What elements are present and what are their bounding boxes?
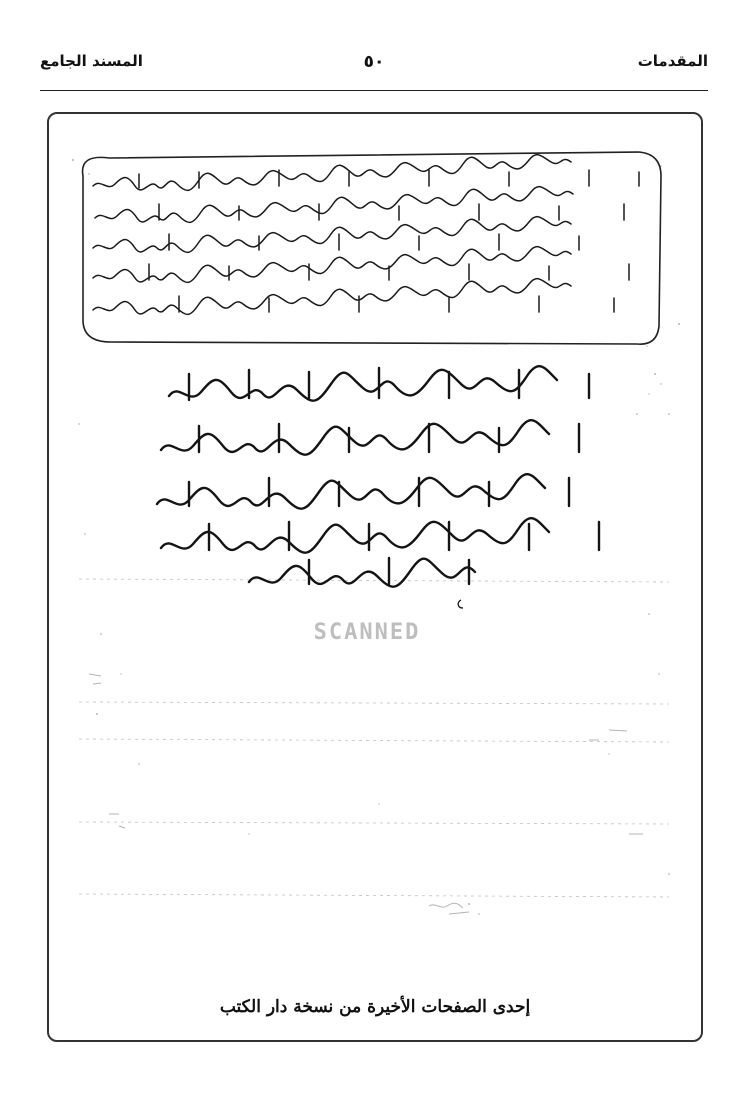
scanned-stamp: SCANNED bbox=[313, 620, 421, 645]
book-title: المسند الجامع bbox=[40, 52, 143, 70]
section-title: المقدمات bbox=[637, 52, 708, 70]
page-number: ٥٠ bbox=[363, 52, 385, 72]
header-rule bbox=[40, 90, 708, 91]
faint-marks bbox=[89, 674, 643, 914]
page-header bbox=[40, 52, 708, 76]
handwritten-note bbox=[157, 366, 599, 586]
inscription-lines bbox=[93, 155, 639, 315]
figure-frame bbox=[47, 112, 703, 1042]
scan-noise bbox=[72, 159, 680, 915]
small-mark bbox=[458, 600, 463, 608]
manuscript-image bbox=[49, 114, 701, 984]
figure-caption: إحدى الصفحات الأخيرة من نسخة دار الكتب bbox=[219, 997, 531, 1017]
